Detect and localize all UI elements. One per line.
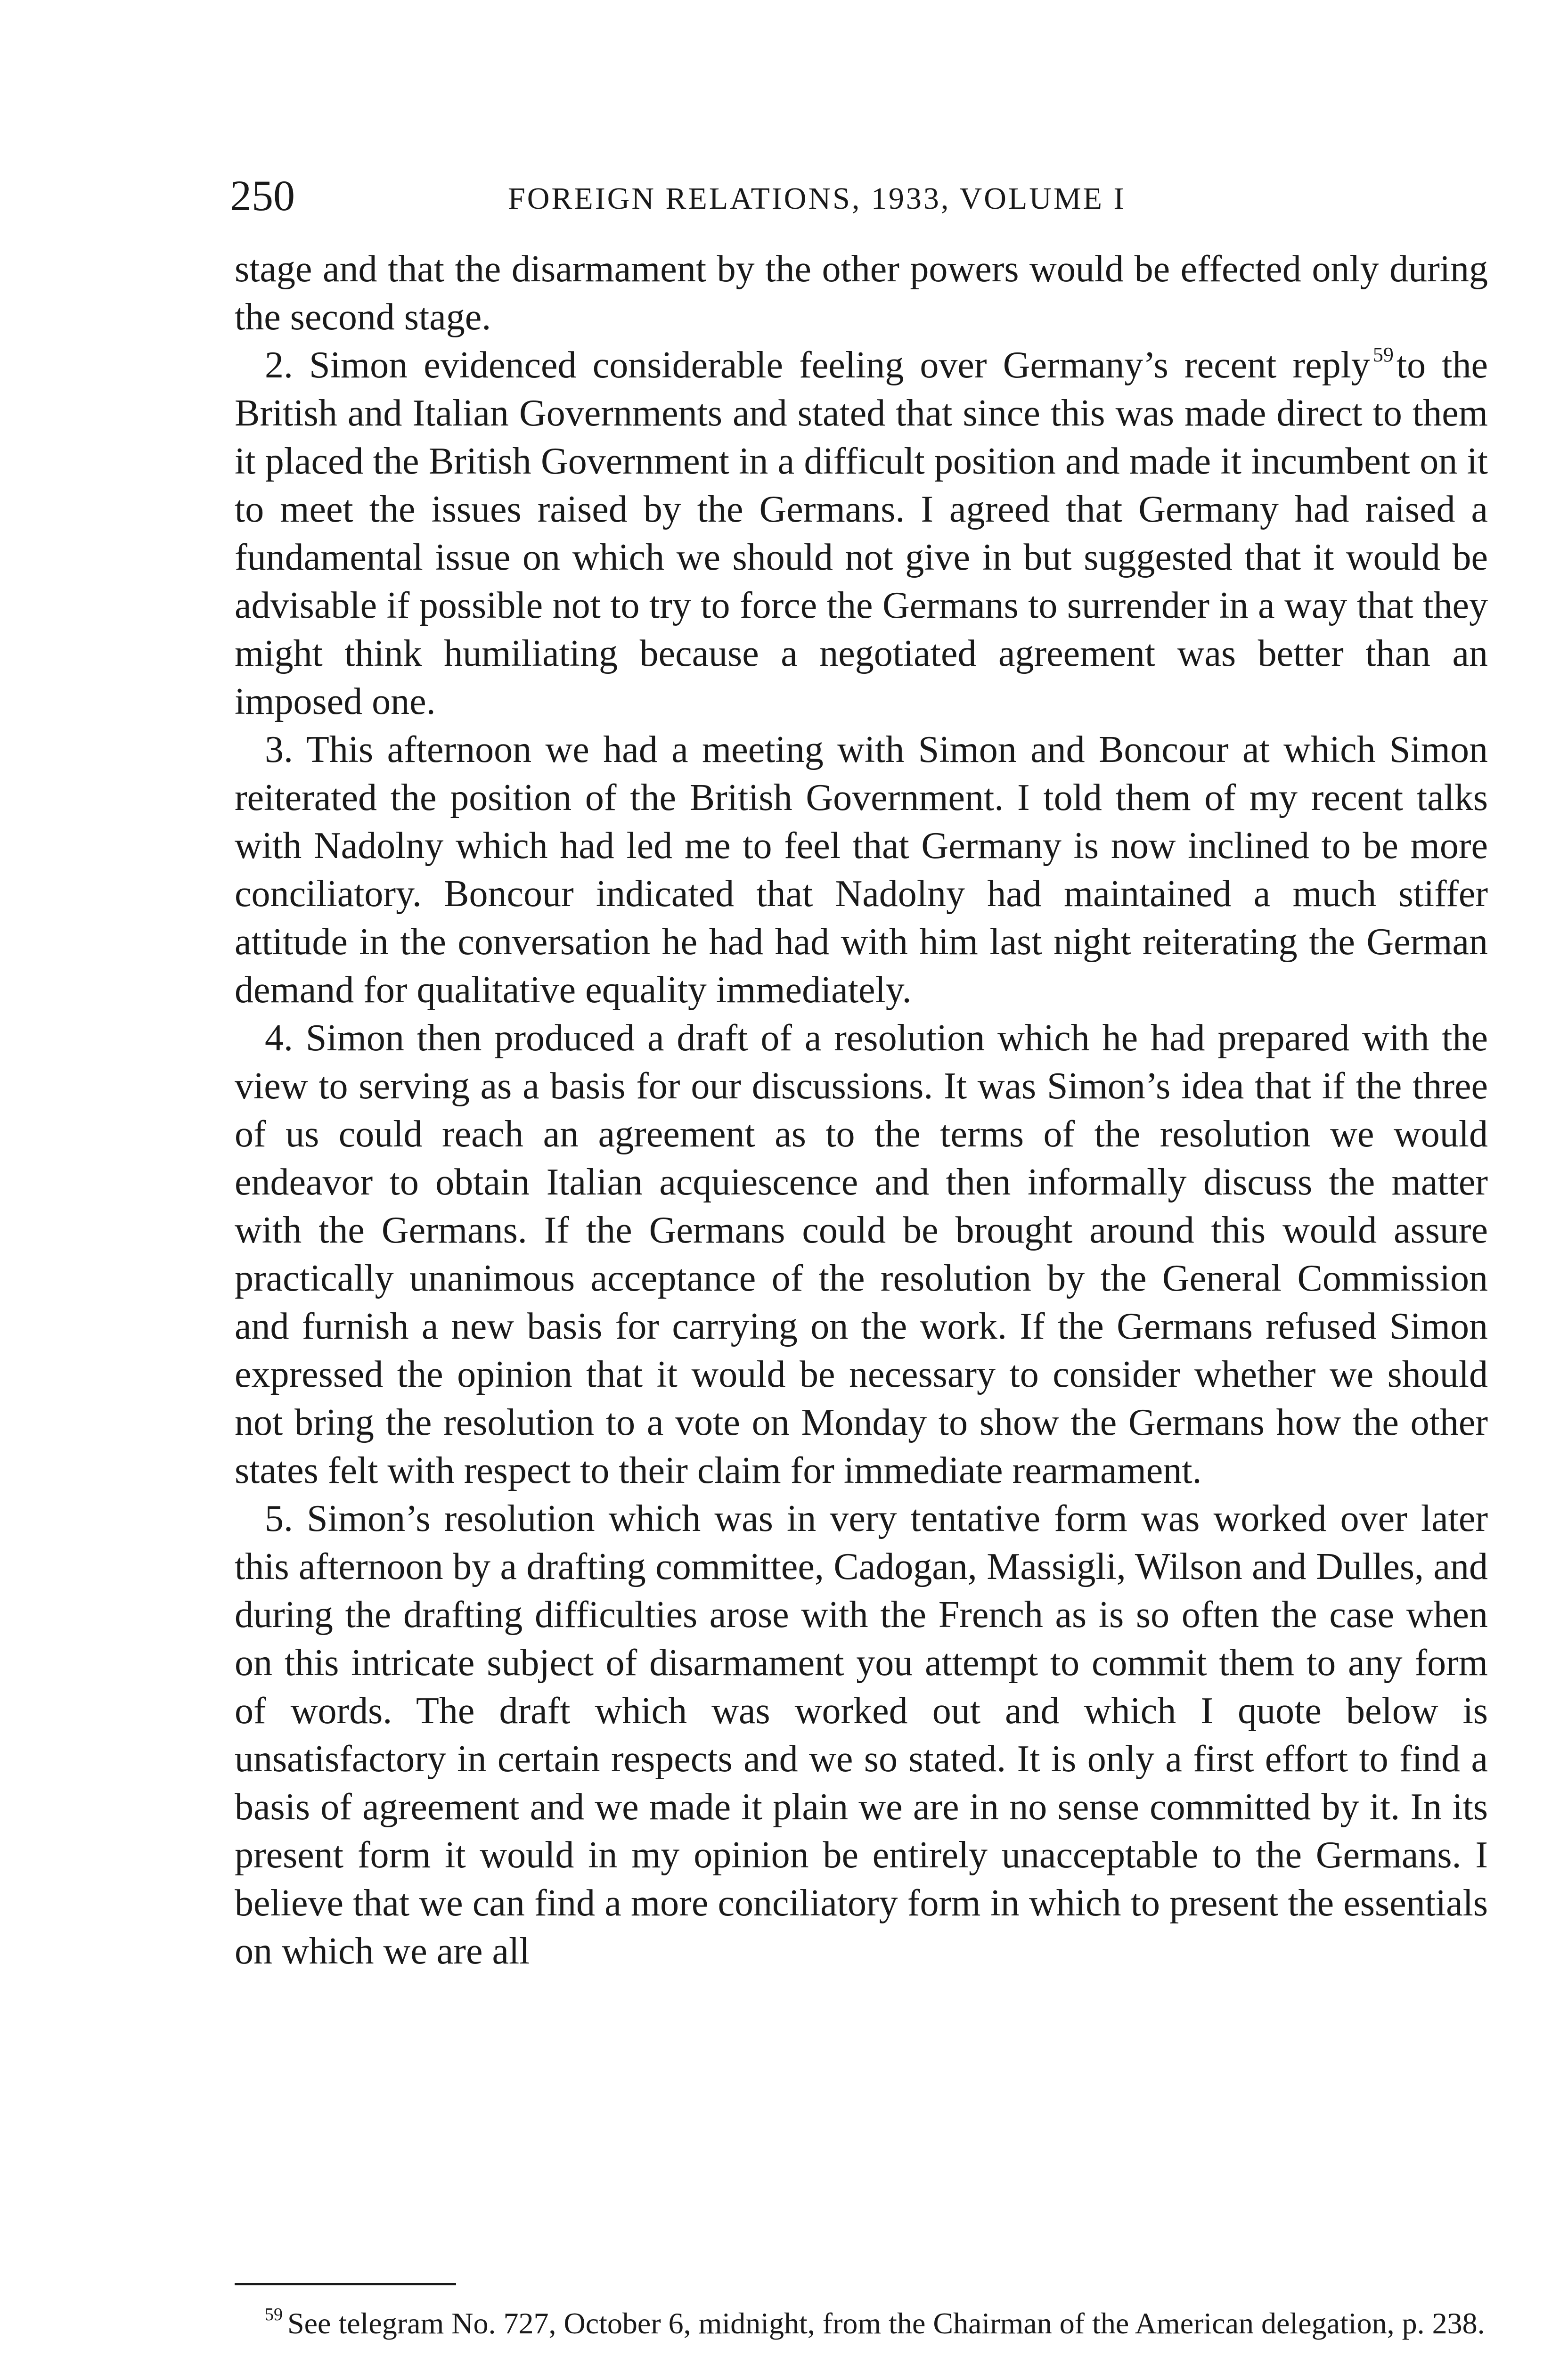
paragraph-3: 3. This afternoon we had a meeting with Simon and Boncour at which Simon reiterated the position of the British Government. I told them of my recent talks with Nadolny which had led me to feel that Germany is now inclined to be more conciliatory. Boncour indicated that Nadolny had maintained a much stiffer attitude in the conversation he had had with him last night reiterating the German demand for qualitative equality immediately. bbox=[235, 729, 1488, 1011]
running-head: FOREIGN RELATIONS, 1933, VOLUME I bbox=[508, 181, 1126, 216]
paragraph-5: 5. Simon’s resolution which was in very tentative form was worked over later this afternoon by a drafting committee, Cadogan, Massigli, Wilson and Dulles, and during the drafting difficulties arose with the French as is so often the case when on this intricate subject of disarmament you attempt to commit them to any form of words. The draft which was worked out and which I quote below is unsatisfactory in certain respects and we so stated. It is only a first effort to find a basis of agreement and we made it plain we are in no sense committed by it. In its present form it would in my opinion be entirely unacceptable to the Germans. I believe that we can find a more conciliatory form in which to present the essentials on which we are all bbox=[235, 1498, 1488, 1972]
continuation-paragraph: stage and that the disarmament by the other powers would be effected only during the second stage. bbox=[235, 248, 1488, 338]
paragraph-2-text-end: to the British and Italian Governments and stated that since this was made direct to them it placed the British Government in a difficult position and made it incumbent on it to meet the issues raised by the Germans. I agreed that Germany had raised a fundamental issue on which we should not give in but suggested that it would be advisable if possible not to try to force the Germans to surrender in a way that they might think humiliating because a negotiated agreement was better than an imposed one. bbox=[235, 344, 1488, 722]
paragraph-2 bbox=[235, 341, 1488, 726]
page-number: 250 bbox=[230, 172, 295, 220]
paragraph-4: 4. Simon then produced a draft of a resolution which he had prepared with the view to serving as a basis for our discussions. It was Simon’s idea that if the three of us could reach an agreement as to the terms of the resolution we would endeavor to obtain Italian acquiescence and then informally discuss the matter with the Germans. If the Germans could be brought around this would assure practically unanimous acceptance of the resolution by the General Commission and furnish a new basis for carrying on the work. If the Germans refused Simon expressed the opinion that it would be necessary to consider whether we should not bring the resolution to a vote on Monday to show the Germans how the other states felt with respect to their claim for immediate rearmament. bbox=[235, 1017, 1488, 1491]
footnote-text: See telegram No. 727, October 6, midnight, from the Chairman of the American delegation, p. 238. bbox=[287, 2307, 1485, 2340]
footnote-entry bbox=[235, 2304, 1488, 2343]
page-header bbox=[230, 167, 1488, 224]
footnote-reference: 59 bbox=[1372, 343, 1394, 366]
body-text bbox=[235, 245, 1488, 1975]
paragraph-2-text-start: 2. Simon evidenced considerable feeling over Germany’s recent reply bbox=[265, 344, 1370, 386]
footnote-divider bbox=[235, 2283, 456, 2285]
footnote bbox=[235, 2304, 1488, 2343]
footnote-number: 59 bbox=[265, 2305, 283, 2324]
